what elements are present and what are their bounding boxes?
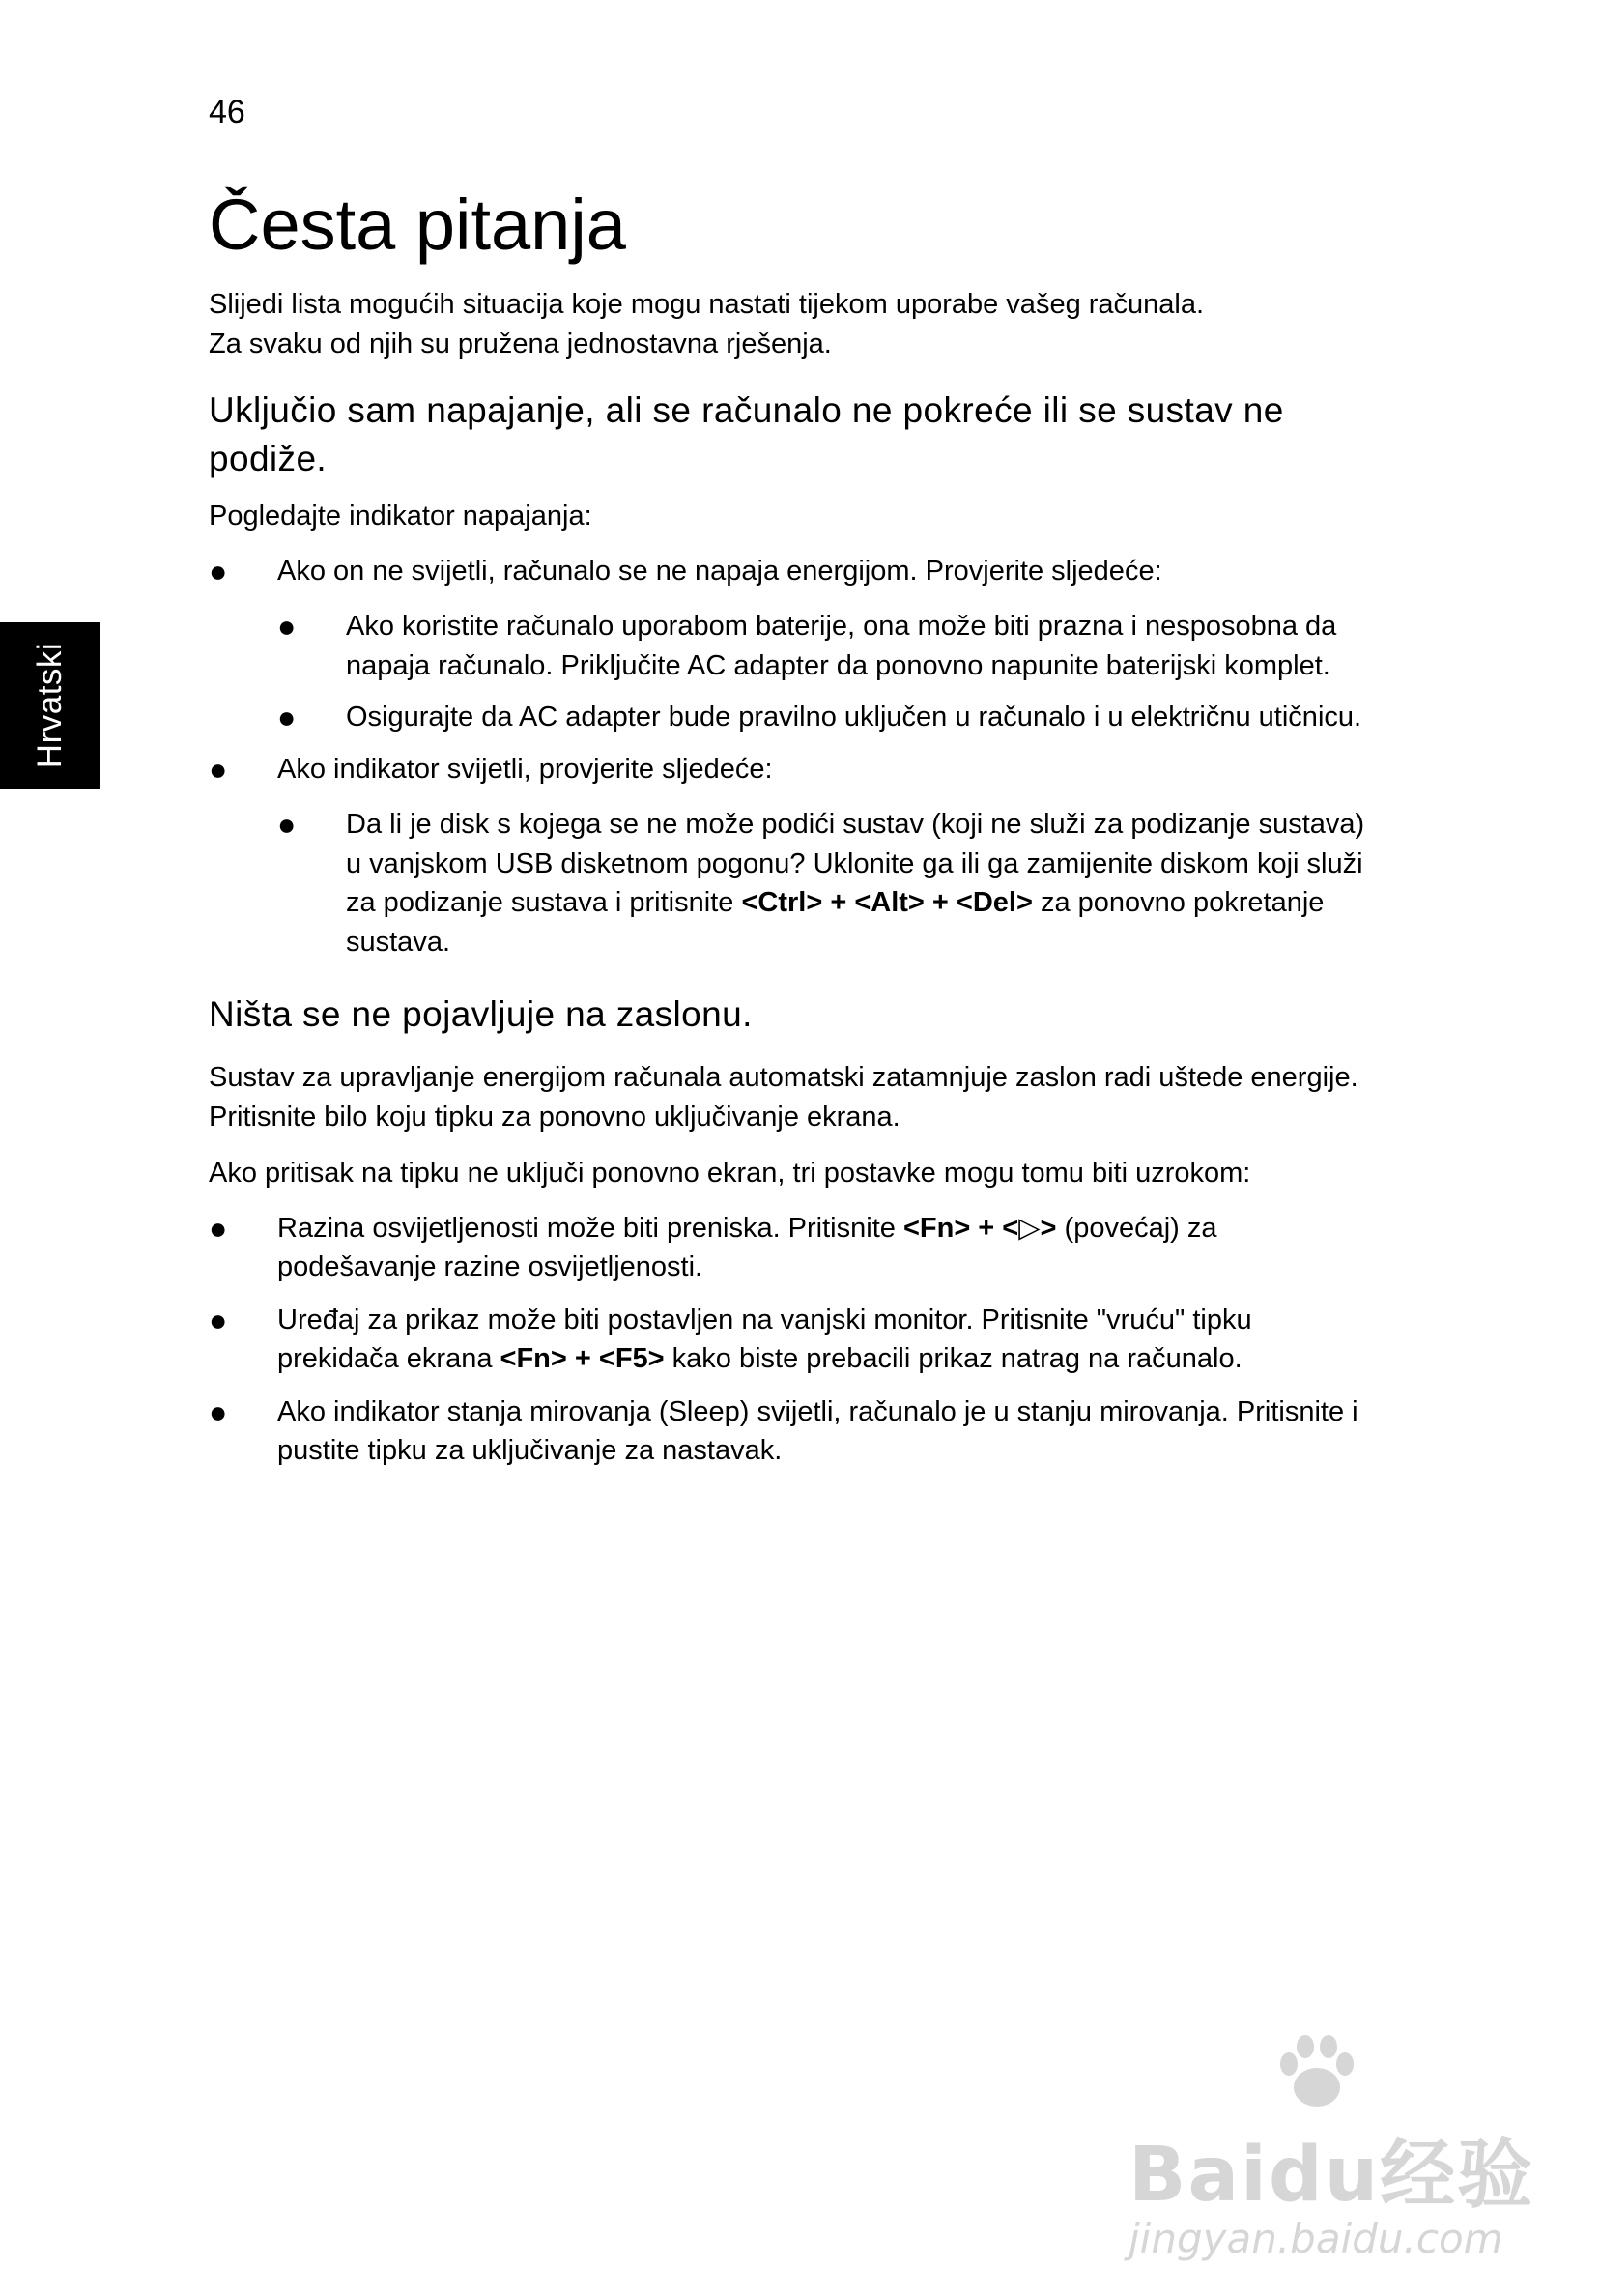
intro-paragraph (209, 285, 1368, 363)
list-item (209, 1392, 1368, 1471)
bullet-icon: ● (209, 1393, 228, 1429)
power-checklist (209, 552, 1368, 962)
list-item-text: (povećaj) za podešavanje razine osvijetljenosti. (277, 1212, 1217, 1282)
display-paragraph-1: Sustav za upravljanje energijom računala automatski zatamnjuje zaslon radi uštede energije. Pritisnite bilo koju tipku za ponovno uključivanje ekrana. (209, 1062, 1358, 1133)
sub-checklist (277, 607, 1368, 737)
watermark-site: jingyan.baidu.com (1129, 2215, 1503, 2262)
intro-line-2: Za svaku od njih su pružena jednostavna rješenja. (209, 328, 832, 359)
language-side-tab (0, 622, 100, 789)
page-content (209, 179, 1368, 1471)
page-title: Česta pitanja (209, 185, 626, 265)
baidu-watermark (1129, 2033, 1535, 2262)
key-combo: <Ctrl> + <Alt> + <Del> (741, 887, 1033, 918)
sub-checklist (277, 805, 1368, 961)
bullet-icon: ● (277, 609, 297, 644)
list-item-text: Ako indikator stanja mirovanja (Sleep) svijetli, računalo je u stanju mirovanja. Pritisnite i pustite tipku za uključivanje za nastavak. (277, 1395, 1358, 1466)
list-item (209, 552, 1368, 737)
sub-list-item (277, 805, 1368, 961)
bullet-icon: ● (209, 751, 228, 787)
section-heading-display: Ništa se ne pojavljuje na zaslonu. (209, 994, 753, 1034)
list-item-text: Ako indikator svijetli, provjerite sljedeće: (277, 753, 773, 785)
language-tab-label: Hrvatski (31, 642, 69, 769)
list-item-text: Razina osvijetljenosti može biti preniska. Pritisnite (277, 1212, 903, 1244)
section-heading-power: Uključio sam napajanje, ali se računalo ne pokreće ili se sustav ne podiže. (209, 390, 1284, 478)
page-number: 46 (209, 94, 245, 130)
bullet-icon: ● (209, 553, 228, 588)
key-combo: <Fn> + <F5> (500, 1343, 665, 1374)
bullet-icon: ● (209, 1302, 228, 1337)
watermark-brand: Baidu经验 (1129, 2132, 1535, 2219)
list-item-text: kako biste prebacili prikaz natrag na računalo. (664, 1343, 1243, 1374)
key-combo: <Fn> + <▷> (902, 1212, 1057, 1244)
intro-line-1: Slijedi lista mogućih situacija koje mogu nastati tijekom uporabe vašeg računala. (209, 289, 1205, 320)
sub-list-item (277, 698, 1368, 737)
list-item-text: Ako on ne svijetli, računalo se ne napaja energijom. Provjerite sljedeće: (277, 555, 1162, 587)
bullet-icon: ● (209, 1210, 228, 1246)
section-lead-power: Pogledajte indikator napajanja: (209, 501, 592, 531)
paw-icon (1273, 2033, 1360, 2110)
list-item (209, 750, 1368, 962)
sub-list-item (277, 607, 1368, 685)
list-item (209, 1209, 1368, 1287)
list-item (209, 1301, 1368, 1379)
bullet-icon: ● (277, 807, 297, 842)
bullet-icon: ● (277, 700, 297, 734)
display-checklist (209, 1209, 1368, 1471)
sub-list-item-text: Da li je disk s kojega se ne može podići sustav (koji ne služi za podizanje sustava) u vanjskom USB disketnom pogonu? Uklonite ga ili ga zamijenite diskom koji služi za podizanje sustava i pritisnite (346, 809, 1365, 918)
display-paragraph-2: Ako pritisak na tipku ne uključi ponovno ekran, tri postavke mogu tomu biti uzrokom: (209, 1158, 1251, 1189)
list-item-text: Uređaj za prikaz može biti postavljen na vanjski monitor. Pritisnite "vruću" tipku prekidača ekrana (277, 1304, 1252, 1374)
sub-list-item-text: Osigurajte da AC adapter bude pravilno uključen u računalo i u električnu utičnicu. (346, 702, 1362, 732)
sub-list-item-text: Ako koristite računalo uporabom baterije, ona može biti prazna i nesposobna da napaja računalo. Priključite AC adapter da ponovno napunite baterijski komplet. (346, 611, 1337, 681)
sub-list-item-text: za ponovno pokretanje sustava. (346, 887, 1325, 958)
